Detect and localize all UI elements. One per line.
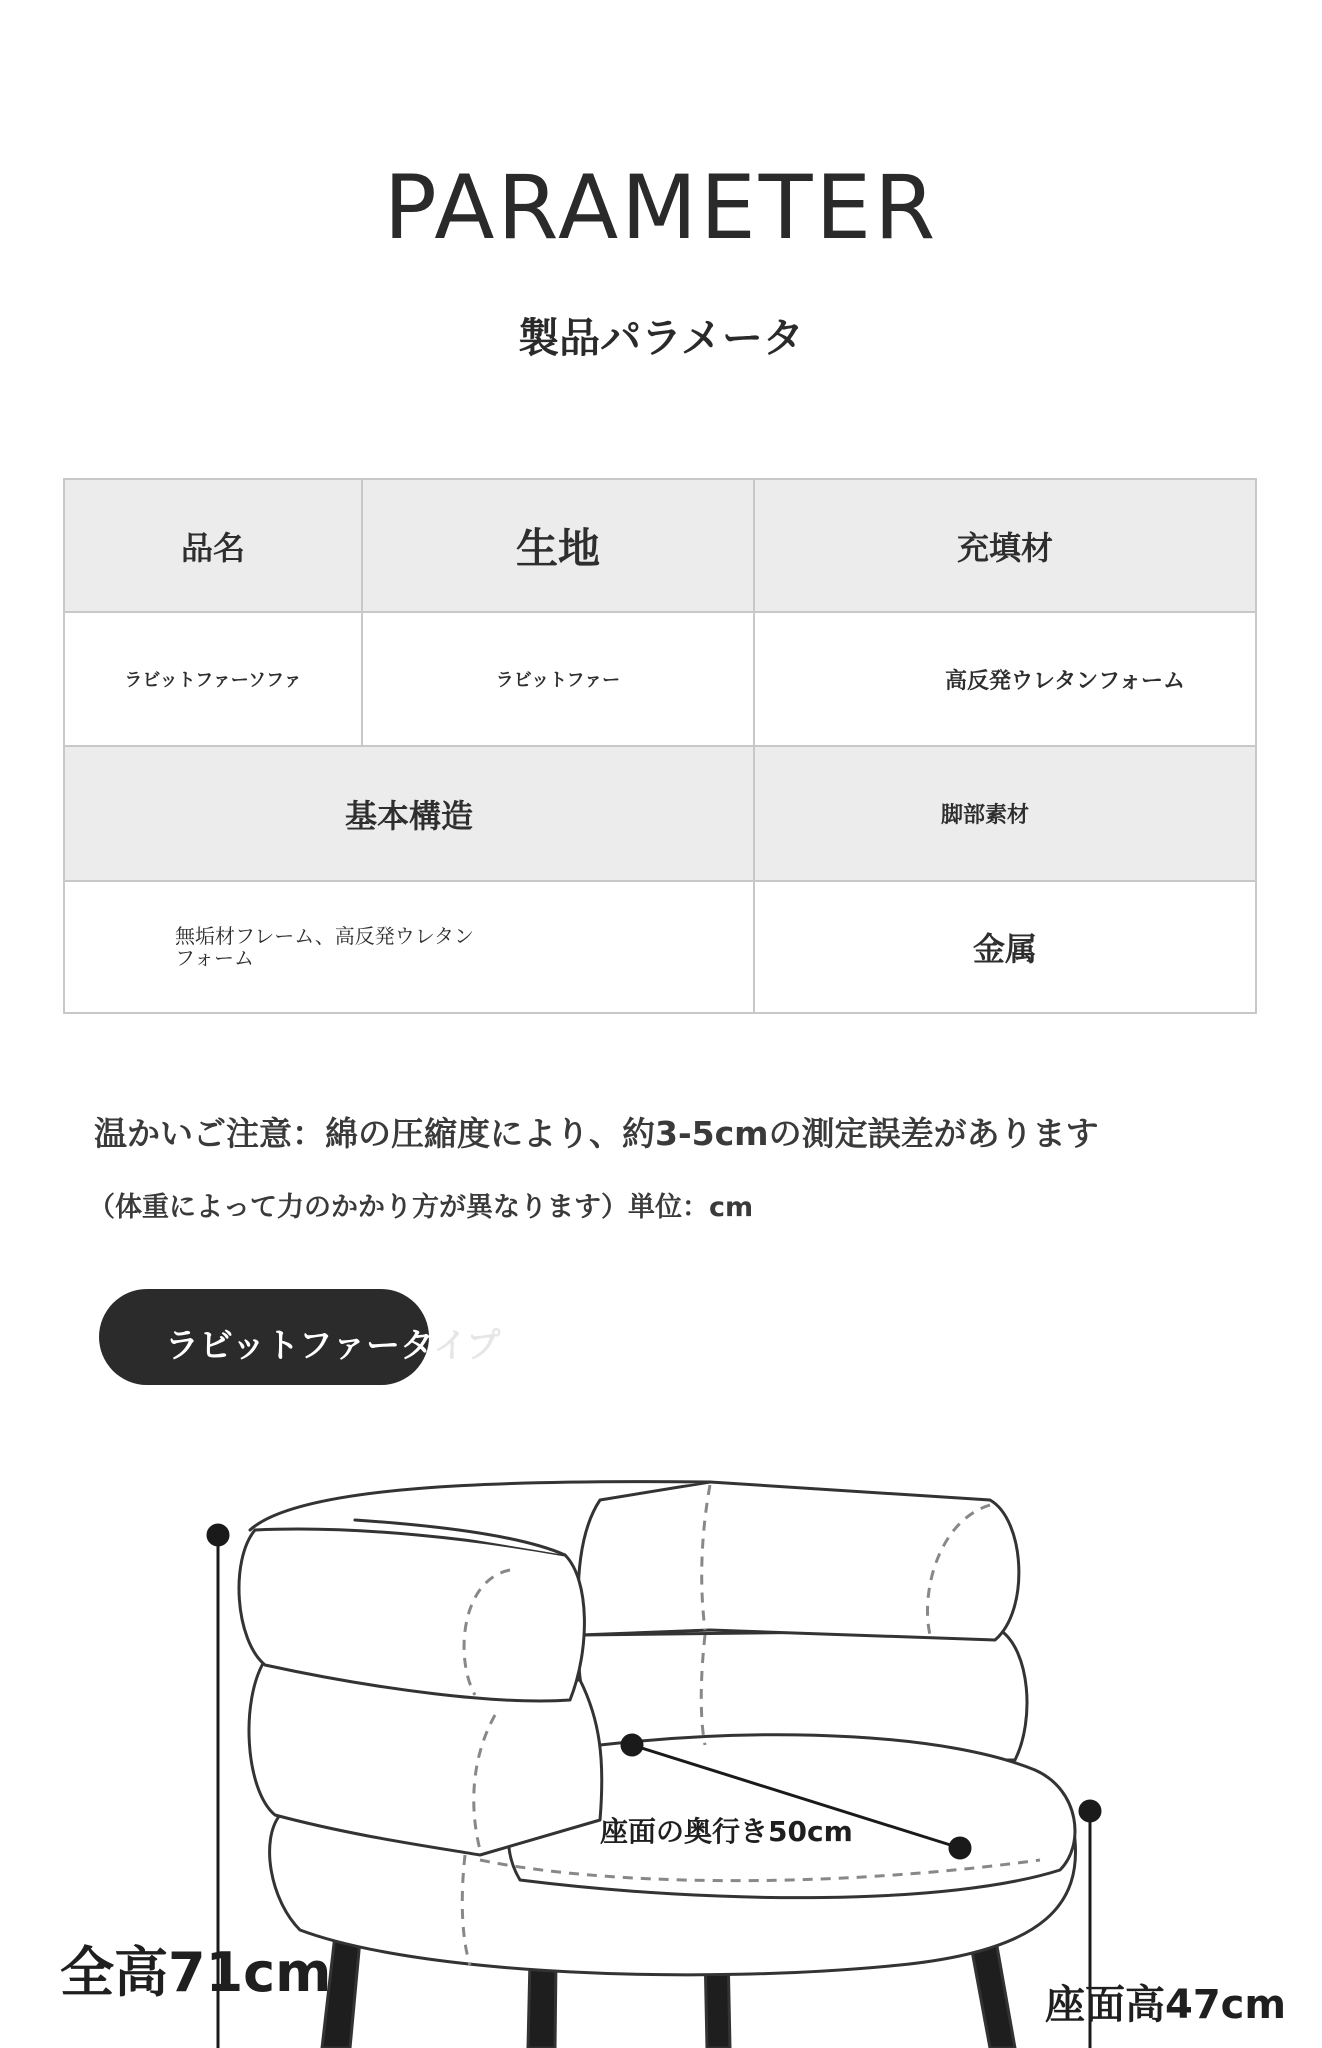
page-title-ja: 製品パラメータ (518, 314, 804, 362)
sofa-illustration (239, 1482, 1076, 2048)
header-filling: 充填材 (754, 479, 1256, 612)
header-product-name: 品名 (64, 479, 362, 612)
value-structure (64, 881, 754, 1013)
unit-notice: （体重によって力のかかり方が異なります）単位：cm (88, 1192, 754, 1223)
table-row (64, 881, 1256, 1013)
measurement-notice: 温かいご注意：綿の圧縮度により、約3-5cmの測定誤差があります (94, 1114, 1099, 1153)
header-fabric: 生地 (362, 479, 754, 612)
header-leg-material: 脚部素材 (754, 746, 1256, 881)
seat-height-label: 座面高47cm (1045, 1982, 1287, 2028)
seat-height-marker (1080, 1801, 1100, 1821)
header-structure: 基本構造 (64, 746, 754, 881)
tab-label-faded: イプ (433, 1326, 501, 1366)
seat-depth-label: 座面の奥行き50cm (600, 1815, 853, 1848)
value-leg-material: 金属 (754, 881, 1256, 1013)
value-product-name: ラビットファーソファ (64, 612, 362, 746)
value-structure-text: 無垢材フレーム、高反発ウレタンフォーム (175, 923, 474, 970)
value-fabric: ラビットファー (362, 612, 754, 746)
value-filling: 高反発ウレタンフォーム (754, 612, 1256, 746)
depth-end-marker (950, 1838, 970, 1858)
parameter-table (63, 478, 1257, 1014)
table-row (64, 746, 1256, 881)
page-title-en: PARAMETER (383, 156, 939, 259)
depth-start-marker (622, 1735, 642, 1755)
rabbit-fur-type-tab-label[interactable] (165, 1318, 500, 1367)
total-height-marker (208, 1525, 228, 1545)
tab-label-main: ラビットファータ (165, 1326, 434, 1366)
total-height-label: 全高71cm (60, 1941, 332, 2004)
table-row (64, 612, 1256, 746)
table-row (64, 479, 1256, 612)
